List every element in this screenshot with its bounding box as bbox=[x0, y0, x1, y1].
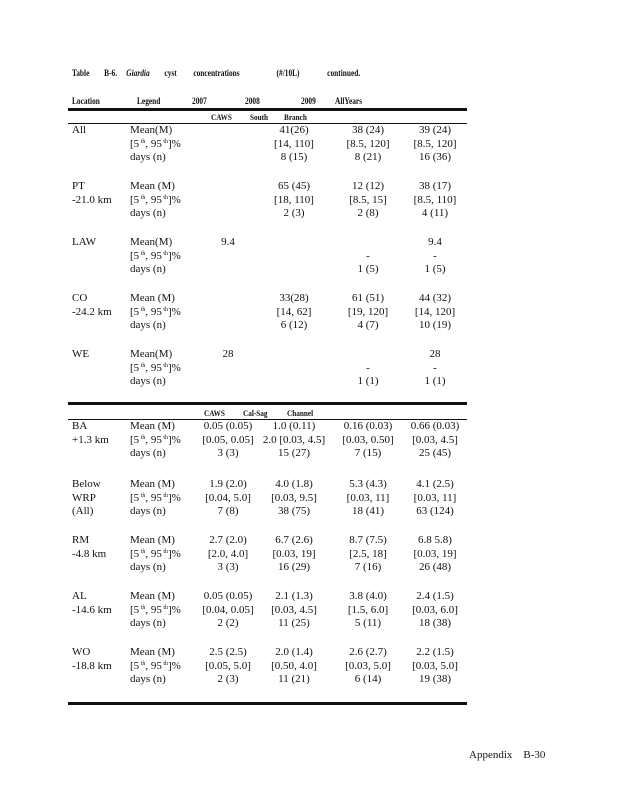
row-value-call-line: 0.66 (0.03) bbox=[410, 420, 460, 432]
row-legend-line: [5 $^{th}$, 95 $^{th}$]% bbox=[130, 305, 181, 318]
row-value-c2009-line: 12 (12) bbox=[351, 180, 385, 192]
row-value-c2009-line bbox=[357, 348, 378, 362]
row-value-c2009-line: 18 (41) bbox=[351, 505, 385, 517]
row-location-line: All bbox=[72, 124, 87, 136]
section-1-rule bbox=[68, 123, 467, 124]
row-location-line: -18.8 km bbox=[72, 659, 112, 672]
row-value-c2008-line: 2.0 [0.03, 4.5] bbox=[262, 433, 326, 446]
row-value-c2008-line: 41(26) bbox=[279, 124, 309, 136]
row-location-line: (All) bbox=[72, 505, 94, 517]
row-value-c2009 bbox=[342, 420, 393, 461]
row-value-c2007-line: 9.4 bbox=[221, 236, 235, 248]
row-location-line: BA bbox=[72, 420, 88, 432]
table-caption bbox=[72, 68, 360, 78]
row-legend-line: Mean (M) bbox=[130, 420, 175, 432]
row-value-c2008-line: [0.03, 4.5] bbox=[271, 603, 317, 616]
row-value-c2007-line: [2.0, 4.0] bbox=[207, 547, 249, 560]
header-rule bbox=[68, 108, 467, 111]
row-value-call-line: 9.4 bbox=[428, 236, 442, 248]
row-location bbox=[72, 590, 112, 617]
row-legend-line: days (n) bbox=[130, 207, 166, 219]
footer-page-number: B-30 bbox=[523, 749, 546, 761]
row-value-call bbox=[415, 292, 455, 333]
row-location-line: -24.2 km bbox=[72, 305, 112, 318]
row-value-call-line: - bbox=[433, 249, 437, 262]
row-location bbox=[72, 236, 96, 250]
row-value-c2009-line: 2 (8) bbox=[357, 207, 379, 219]
row-legend bbox=[130, 348, 181, 389]
row-value-c2008 bbox=[263, 420, 325, 461]
row-legend-line: [5 $^{th}$, 95 $^{th}$]% bbox=[130, 433, 181, 446]
row-value-c2009-line: 3.8 (4.0) bbox=[349, 590, 387, 602]
row-legend-line: Mean (M) bbox=[130, 646, 175, 658]
row-value-c2007-line: 28 bbox=[222, 348, 234, 360]
section-2-label-a: CAWS bbox=[204, 408, 225, 418]
row-legend-line: Mean(M) bbox=[130, 236, 173, 248]
header-2007: 2007 bbox=[192, 96, 207, 106]
table-bottom-rule bbox=[68, 702, 467, 705]
row-legend-line: days (n) bbox=[130, 375, 166, 387]
row-value-c2008 bbox=[274, 180, 314, 221]
row-value-c2008 bbox=[271, 590, 317, 631]
row-value-c2007 bbox=[205, 646, 251, 687]
row-value-c2008 bbox=[277, 292, 312, 333]
row-value-c2008-line: 16 (29) bbox=[277, 561, 311, 573]
row-value-c2009-line: 1 (1) bbox=[357, 375, 379, 387]
row-value-call bbox=[412, 590, 458, 631]
row-value-c2008-line: 4.0 (1.8) bbox=[275, 478, 313, 490]
page-footer bbox=[469, 749, 545, 761]
row-value-c2008-line: [0.03, 19] bbox=[272, 547, 316, 560]
row-legend-line: days (n) bbox=[130, 447, 166, 459]
header-2009: 2009 bbox=[301, 96, 316, 106]
header-all-years: AllYears bbox=[335, 96, 363, 106]
row-value-c2007-line: [0.04, 0.05] bbox=[202, 603, 254, 616]
row-value-call-line: - bbox=[433, 361, 437, 374]
row-value-c2009 bbox=[357, 236, 378, 277]
row-location-line: PT bbox=[72, 180, 85, 192]
row-value-c2009-line: 4 (7) bbox=[357, 319, 379, 331]
row-value-call-line: 2.2 (1.5) bbox=[416, 646, 454, 658]
header-2008: 2008 bbox=[245, 96, 260, 106]
row-value-c2009-line: 8 (21) bbox=[354, 151, 382, 163]
row-value-c2007-line: 2.5 (2.5) bbox=[209, 646, 247, 658]
row-legend-line: Mean (M) bbox=[130, 180, 175, 192]
header-location: Location bbox=[72, 96, 100, 106]
row-value-c2008-line: 2.1 (1.3) bbox=[275, 590, 313, 602]
row-value-c2008 bbox=[274, 124, 314, 165]
row-value-call bbox=[424, 236, 445, 277]
row-legend-line: Mean (M) bbox=[130, 292, 175, 304]
row-value-c2009-line: 38 (24) bbox=[351, 124, 385, 136]
row-legend-line: Mean (M) bbox=[130, 534, 175, 546]
row-legend-line: days (n) bbox=[130, 505, 166, 517]
row-value-call-line: 4.1 (2.5) bbox=[416, 478, 454, 490]
section-2-label-c: Channel bbox=[287, 408, 314, 418]
row-location bbox=[72, 420, 109, 447]
row-value-c2009-line: [8.5, 15] bbox=[349, 193, 387, 206]
row-value-c2008-line: [18, 110] bbox=[274, 193, 314, 206]
row-value-c2008 bbox=[271, 478, 317, 519]
row-location-line: -14.6 km bbox=[72, 603, 112, 616]
caption-table-word: Table bbox=[72, 68, 90, 78]
caption-table-number: B-6. bbox=[104, 68, 118, 78]
row-value-c2007 bbox=[208, 534, 248, 575]
row-value-c2009-line: 61 (51) bbox=[351, 292, 385, 304]
section-1-label-b: South bbox=[250, 112, 269, 122]
row-legend-line: [5 $^{th}$, 95 $^{th}$]% bbox=[130, 361, 181, 374]
row-location-line: -4.8 km bbox=[72, 547, 107, 560]
row-value-c2009 bbox=[346, 124, 389, 165]
row-location-line: AL bbox=[72, 590, 87, 602]
row-value-c2009 bbox=[347, 478, 390, 519]
row-location bbox=[72, 180, 112, 207]
row-value-c2009-line: 1 (5) bbox=[357, 263, 379, 275]
row-value-c2008-line: 11 (21) bbox=[278, 673, 310, 685]
row-value-c2009-line: - bbox=[366, 249, 370, 262]
row-value-call-line: 10 (19) bbox=[418, 319, 452, 331]
row-value-c2007-line: 3 (3) bbox=[217, 561, 239, 573]
row-legend-line: days (n) bbox=[130, 319, 166, 331]
row-value-c2009-line: [1.5, 6.0] bbox=[347, 603, 389, 616]
row-value-c2009 bbox=[349, 534, 387, 575]
row-value-c2007 bbox=[202, 420, 253, 461]
row-legend-line: [5 $^{th}$, 95 $^{th}$]% bbox=[130, 491, 181, 504]
section-1-label-a: CAWS bbox=[211, 112, 232, 122]
row-value-c2008-line: 1.0 (0.11) bbox=[272, 420, 316, 432]
row-legend bbox=[130, 236, 181, 277]
row-value-c2007-line bbox=[223, 362, 234, 376]
row-value-call-line: 28 bbox=[429, 348, 441, 360]
row-value-call-line: [8.5, 120] bbox=[413, 137, 457, 150]
row-value-c2008-line: [14, 110] bbox=[274, 137, 314, 150]
row-value-c2007-line: 0.05 (0.05) bbox=[203, 590, 253, 602]
row-value-call bbox=[412, 646, 458, 687]
row-value-c2007-line: [0.05, 5.0] bbox=[205, 659, 251, 672]
row-value-c2009-line: 2.6 (2.7) bbox=[349, 646, 387, 658]
row-value-call bbox=[414, 180, 457, 221]
row-value-c2009-line: [0.03, 0.50] bbox=[342, 433, 394, 446]
row-value-call-line: 1 (5) bbox=[424, 263, 446, 275]
row-location-line: WRP bbox=[72, 491, 96, 504]
row-value-c2008-line: [0.50, 4.0] bbox=[271, 659, 317, 672]
row-location-line: RM bbox=[72, 534, 90, 546]
row-location bbox=[72, 534, 106, 561]
section-2-top-rule bbox=[68, 402, 467, 405]
row-legend bbox=[130, 180, 181, 221]
row-location-line: +1.3 km bbox=[72, 433, 109, 446]
row-value-call-line: 16 (36) bbox=[418, 151, 452, 163]
row-value-c2007-line bbox=[223, 375, 234, 389]
row-value-c2007-line: 3 (3) bbox=[217, 447, 239, 459]
row-value-c2009-line: 0.16 (0.03) bbox=[343, 420, 393, 432]
row-value-c2007-line: 7 (8) bbox=[217, 505, 239, 517]
row-location bbox=[72, 478, 101, 519]
row-value-call bbox=[413, 124, 456, 165]
row-legend-line: [5 $^{th}$, 95 $^{th}$]% bbox=[130, 547, 181, 560]
row-value-c2007 bbox=[205, 478, 251, 519]
row-value-c2009-line: [8.5, 120] bbox=[346, 137, 390, 150]
row-legend-line: days (n) bbox=[130, 561, 166, 573]
row-location-line: WO bbox=[72, 646, 91, 658]
row-value-c2007-line: [0.04, 5.0] bbox=[205, 491, 251, 504]
row-value-c2008-line: 65 (45) bbox=[277, 180, 311, 192]
row-value-c2009-line: 7 (15) bbox=[354, 447, 382, 459]
row-value-call-line: [0.03, 4.5] bbox=[412, 433, 458, 446]
row-value-c2008 bbox=[271, 646, 317, 687]
row-legend-line: Mean(M) bbox=[130, 124, 173, 136]
row-legend bbox=[130, 590, 181, 631]
row-value-call-line: 26 (48) bbox=[418, 561, 452, 573]
row-value-c2009-line: 7 (16) bbox=[354, 561, 382, 573]
row-value-c2009-line: [0.03, 11] bbox=[346, 491, 390, 504]
row-value-call-line: 19 (38) bbox=[418, 673, 452, 685]
row-value-c2008-line: 38 (75) bbox=[277, 505, 311, 517]
row-legend-line: [5 $^{th}$, 95 $^{th}$]% bbox=[130, 249, 181, 262]
row-value-c2009-line: [2.5, 18] bbox=[349, 547, 387, 560]
row-value-call-line: 44 (32) bbox=[418, 292, 452, 304]
row-location bbox=[72, 348, 89, 362]
row-value-call-line: 2.4 (1.5) bbox=[416, 590, 454, 602]
row-value-c2008-line: [0.03, 9.5] bbox=[271, 491, 317, 504]
row-value-c2009 bbox=[348, 292, 388, 333]
row-value-c2008-line: 2 (3) bbox=[283, 207, 305, 219]
footer-label: Appendix bbox=[469, 749, 513, 761]
row-value-c2009-line: 6 (14) bbox=[354, 673, 382, 685]
row-value-call-line: [14, 120] bbox=[414, 305, 456, 318]
row-value-call bbox=[411, 420, 460, 461]
row-value-c2009-line bbox=[357, 236, 378, 250]
row-legend-line: [5 $^{th}$, 95 $^{th}$]% bbox=[130, 603, 181, 616]
row-value-call-line: 38 (17) bbox=[418, 180, 452, 192]
row-value-call bbox=[413, 534, 456, 575]
row-value-c2007 bbox=[202, 590, 253, 631]
row-value-c2009 bbox=[348, 590, 388, 631]
row-legend bbox=[130, 478, 181, 519]
row-value-c2007-line: 2.7 (2.0) bbox=[209, 534, 247, 546]
row-legend bbox=[130, 420, 181, 461]
row-value-call-line: [0.03, 6.0] bbox=[412, 603, 458, 616]
row-value-c2007-line bbox=[221, 263, 235, 277]
section-2-label-b: Cal-Sag bbox=[243, 408, 268, 418]
row-value-call-line: 39 (24) bbox=[418, 124, 452, 136]
row-value-c2009-line: - bbox=[366, 361, 370, 374]
row-value-c2009-line: 5.3 (4.3) bbox=[349, 478, 387, 490]
row-legend bbox=[130, 292, 181, 333]
row-value-c2007-line: 2 (2) bbox=[217, 617, 239, 629]
row-value-c2007-line: 2 (3) bbox=[217, 673, 239, 685]
row-value-c2009-line: 5 (11) bbox=[354, 617, 382, 629]
row-value-c2008-line: 6 (12) bbox=[280, 319, 308, 331]
row-legend bbox=[130, 124, 181, 165]
row-value-call-line: [0.03, 19] bbox=[413, 547, 457, 560]
row-value-call-line: 6.8 5.8) bbox=[418, 534, 452, 546]
row-value-c2009 bbox=[345, 646, 391, 687]
row-location-line: LAW bbox=[72, 236, 97, 248]
row-location-line: CO bbox=[72, 292, 88, 304]
section-2-rule bbox=[68, 419, 467, 420]
row-value-c2008-line: 8 (15) bbox=[280, 151, 308, 163]
caption-continued: continued. bbox=[327, 68, 361, 78]
row-value-c2008 bbox=[272, 534, 315, 575]
row-value-c2008-line: 15 (27) bbox=[277, 447, 311, 459]
row-location bbox=[72, 292, 112, 319]
row-value-c2007 bbox=[223, 348, 234, 389]
row-value-call bbox=[424, 348, 445, 389]
row-value-call-line: [8.5, 110] bbox=[413, 193, 457, 206]
row-value-call-line: [0.03, 5.0] bbox=[412, 659, 458, 672]
row-value-c2008-line: [14, 62] bbox=[276, 305, 312, 318]
row-value-c2007-line: 1.9 (2.0) bbox=[209, 478, 247, 490]
row-value-c2009-line: [19, 120] bbox=[347, 305, 389, 318]
row-value-c2008-line: 6.7 (2.6) bbox=[275, 534, 313, 546]
section-1-label-c: Branch bbox=[284, 112, 307, 122]
row-location-line: Below bbox=[72, 478, 101, 490]
row-location-line: WE bbox=[72, 348, 90, 360]
caption-concentrations-word: concentrations bbox=[193, 68, 240, 78]
row-value-c2007-line bbox=[221, 250, 235, 264]
row-value-c2008-line: 11 (25) bbox=[278, 617, 310, 629]
row-legend-line: Mean (M) bbox=[130, 478, 175, 490]
row-location-line: -21.0 km bbox=[72, 193, 112, 206]
row-value-call-line: 18 (38) bbox=[418, 617, 452, 629]
row-legend-line: Mean (M) bbox=[130, 590, 175, 602]
caption-units: (#/10L) bbox=[276, 68, 300, 78]
row-value-call-line: 1 (1) bbox=[424, 375, 446, 387]
row-value-c2007-line: [0.05, 0.05] bbox=[202, 433, 254, 446]
row-location bbox=[72, 124, 86, 138]
row-value-c2009-line: [0.03, 5.0] bbox=[345, 659, 391, 672]
row-value-c2008-line: 33(28) bbox=[279, 292, 309, 304]
row-legend-line: Mean(M) bbox=[130, 348, 173, 360]
row-legend-line: days (n) bbox=[130, 617, 166, 629]
row-value-call-line: 63 (124) bbox=[416, 505, 454, 517]
row-legend-line: days (n) bbox=[130, 263, 166, 275]
row-legend bbox=[130, 534, 181, 575]
row-legend bbox=[130, 646, 181, 687]
row-value-call bbox=[414, 478, 457, 519]
row-value-c2009 bbox=[357, 348, 378, 389]
row-legend-line: days (n) bbox=[130, 673, 166, 685]
row-legend-line: days (n) bbox=[130, 151, 166, 163]
row-value-call-line: 4 (11) bbox=[421, 207, 449, 219]
caption-organism: Giardia bbox=[126, 68, 150, 78]
row-legend-line: [5 $^{th}$, 95 $^{th}$]% bbox=[130, 193, 181, 206]
row-legend-line: [5 $^{th}$, 95 $^{th}$]% bbox=[130, 137, 181, 150]
row-value-c2009-line: 8.7 (7.5) bbox=[349, 534, 387, 546]
row-value-call-line: [0.03, 11] bbox=[413, 491, 457, 504]
row-value-c2009 bbox=[349, 180, 387, 221]
row-value-c2008-line: 2.0 (1.4) bbox=[275, 646, 313, 658]
row-location bbox=[72, 646, 112, 673]
row-value-c2007 bbox=[221, 236, 235, 277]
row-value-c2007-line: 0.05 (0.05) bbox=[203, 420, 253, 432]
row-legend-line: [5 $^{th}$, 95 $^{th}$]% bbox=[130, 659, 181, 672]
header-legend: Legend bbox=[137, 96, 161, 106]
row-value-call-line: 25 (45) bbox=[418, 447, 452, 459]
caption-cyst-word: cyst bbox=[164, 68, 177, 78]
